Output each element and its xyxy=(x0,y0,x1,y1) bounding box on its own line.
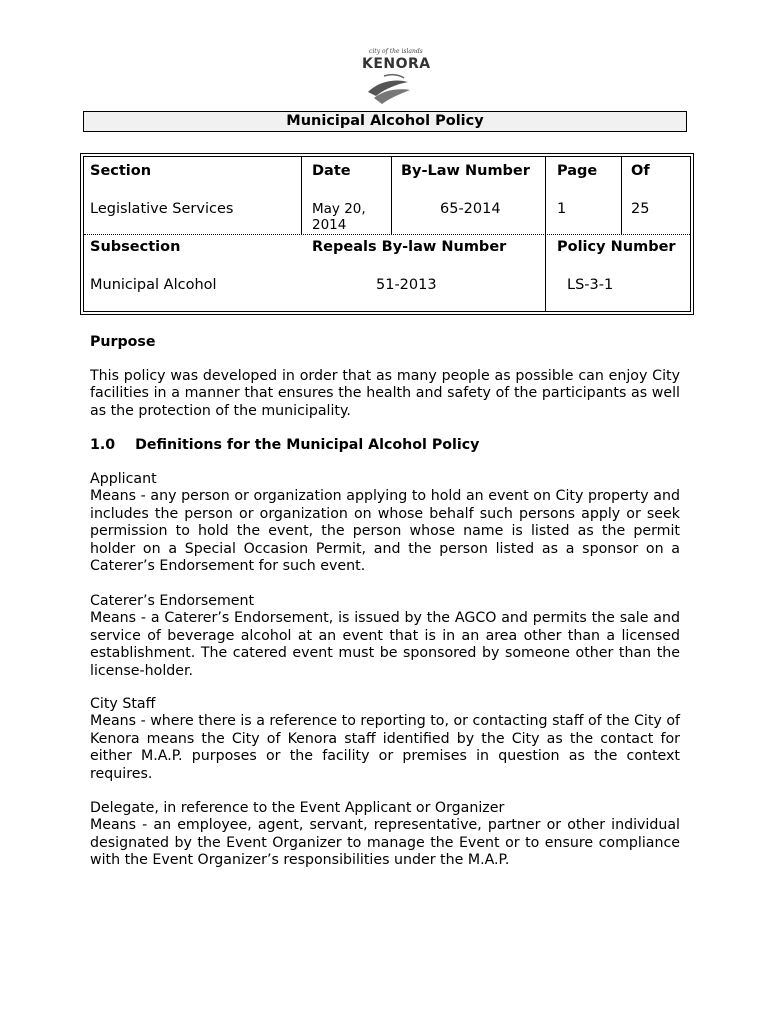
section-1-title: Definitions for the Municipal Alcohol Policy xyxy=(135,437,480,453)
page-label: Page xyxy=(557,163,598,179)
logo-name: KENORA xyxy=(362,56,431,72)
definition-text: Means - a Caterer’s Endorsement, is issued by the AGCO and permits the sale and service of beverage alcohol at an event that is in an area other than a licensed establishment. The catered event must be sponsored by someone other than the license-holder. xyxy=(90,610,680,679)
definition-caterers-endorsement xyxy=(90,593,680,680)
page-title: Municipal Alcohol Policy xyxy=(83,111,687,132)
date-value-line2: 2014 xyxy=(312,217,347,233)
definition-applicant xyxy=(90,471,680,575)
section-label: Section xyxy=(90,163,152,179)
purpose-heading: Purpose xyxy=(90,334,156,350)
bylaw-value: 65-2014 xyxy=(440,201,501,217)
date-value xyxy=(312,201,366,233)
definition-text: Means - where there is a reference to reporting to, or contacting staff of the City of Kenora means the City of Kenora staff identified by the City as the contact for either M.A.P. purposes or the facility or premises in question as the context requires. xyxy=(90,713,680,782)
repeals-value: 51-2013 xyxy=(376,277,437,293)
definition-term: City Staff xyxy=(90,696,156,712)
subsection-value: Municipal Alcohol xyxy=(90,277,217,293)
date-label: Date xyxy=(312,163,351,179)
kenora-logo xyxy=(356,48,431,110)
of-label: Of xyxy=(631,163,650,179)
definition-term: Delegate, in reference to the Event Applicant or Organizer xyxy=(90,800,505,816)
repeals-label: Repeals By-law Number xyxy=(312,239,507,255)
logo-emblem-icon xyxy=(364,72,414,108)
table-divider xyxy=(84,234,690,235)
section-1-heading xyxy=(90,437,479,453)
section-value: Legislative Services xyxy=(90,201,234,217)
definition-text: Means - an employee, agent, servant, representative, partner or other individual designated by the Event Organizer to manage the Event or to ensure compliance with the Event Organizer’s responsibilities under the M.A.P. xyxy=(90,817,680,869)
definition-text: Means - any person or organization applying to hold an event on City property and includes the person or organization on whose behalf such persons apply or seek permission to hold the event, the person whose name is listed as the permit holder on a Special Occasion Permit, and the person listed as a sponsor on a Caterer’s Endorsement for such event. xyxy=(90,488,680,575)
subsection-label: Subsection xyxy=(90,239,181,255)
policy-info-table xyxy=(80,153,694,315)
bylaw-label: By-Law Number xyxy=(401,163,530,179)
definition-delegate xyxy=(90,800,680,870)
definition-term: Caterer’s Endorsement xyxy=(90,593,255,609)
policy-number-label: Policy Number xyxy=(557,239,676,255)
date-value-line1: May 20, xyxy=(312,201,366,217)
definition-term: Applicant xyxy=(90,471,157,487)
of-value: 25 xyxy=(631,201,650,217)
logo-tagline: city of the islands xyxy=(369,48,423,55)
table-divider xyxy=(301,157,302,234)
table-divider xyxy=(621,157,622,234)
purpose-paragraph: This policy was developed in order that as many people as possible can enjoy City facilities in a manner that ensures the health and safety of the participants as well as the protection of the municipality. xyxy=(90,368,680,419)
table-divider xyxy=(391,157,392,234)
page-value: 1 xyxy=(557,201,567,217)
policy-number-value: LS-3-1 xyxy=(567,277,614,293)
section-1-number: 1.0 xyxy=(90,437,116,453)
purpose-text xyxy=(90,368,680,420)
definition-city-staff xyxy=(90,696,680,783)
